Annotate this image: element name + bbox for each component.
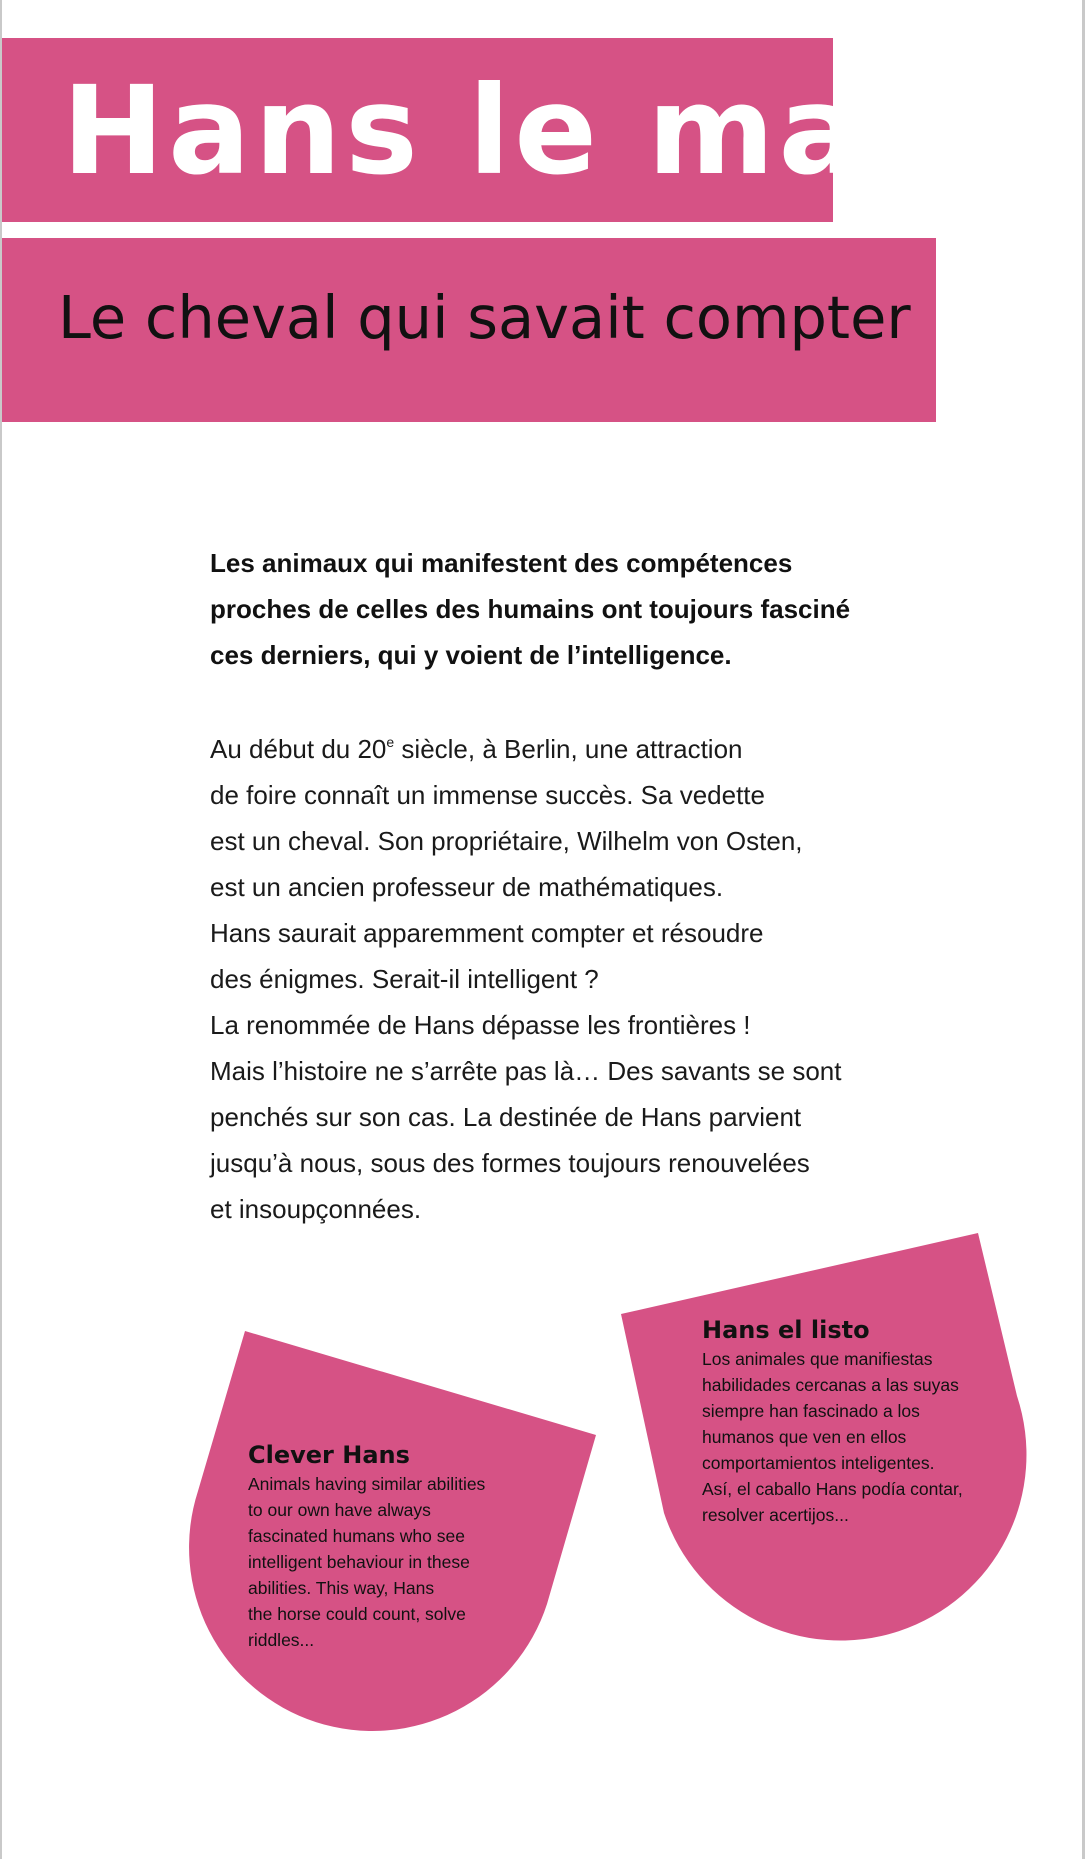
english-line: to our own have always: [248, 1500, 431, 1520]
page-subtitle: Le cheval qui savait compter: [58, 283, 911, 352]
body-line: et insoupçonnées.: [210, 1194, 422, 1224]
english-text: [248, 1471, 485, 1653]
spanish-title: Hans el listo: [702, 1316, 870, 1344]
body-line: de foire connaît un immense succès. Sa vedette: [210, 780, 765, 810]
spanish-line: habilidades cercanas a las suyas: [702, 1375, 959, 1395]
english-title: Clever Hans: [248, 1441, 410, 1469]
body-line-end: siècle, à Berlin, une attraction: [394, 734, 743, 764]
body-line: des énigmes. Serait-il intelligent ?: [210, 964, 599, 994]
body-line: est un cheval. Son propriétaire, Wilhelm von Osten,: [210, 826, 803, 856]
english-line: riddles...: [248, 1630, 315, 1650]
body-line: jusqu’à nous, sous des formes toujours renouvelées: [210, 1148, 810, 1178]
spanish-line: resolver acertijos...: [702, 1505, 849, 1525]
spanish-text: [702, 1346, 963, 1528]
body-line: La renommée de Hans dépasse les frontières !: [210, 1010, 751, 1040]
english-line: Animals having similar abilities: [248, 1474, 486, 1494]
english-line: intelligent behaviour in these: [248, 1552, 470, 1572]
lead-line: ces derniers, qui y voient de l’intelligence.: [210, 640, 732, 670]
body-line: penchés sur son cas. La destinée de Hans parvient: [210, 1102, 802, 1132]
body-line: Hans saurait apparemment compter et résoudre: [210, 918, 764, 948]
english-line: abilities. This way, Hans: [248, 1578, 435, 1598]
body-line: est un ancien professeur de mathématiques.: [210, 872, 724, 902]
spanish-line: siempre han fascinado a los: [702, 1401, 920, 1421]
english-line: the horse could count, solve: [248, 1604, 466, 1624]
spanish-line: humanos que ven en ellos: [702, 1427, 907, 1447]
lead-line: Les animaux qui manifestent des compétences: [210, 548, 793, 578]
lead-line: proches de celles des humains ont toujours fasciné: [210, 594, 851, 624]
page-title: Hans le malin: [62, 60, 1048, 202]
english-line: fascinated humans who see: [248, 1526, 465, 1546]
body-line: Mais l’histoire ne s’arrête pas là… Des savants se sont: [210, 1056, 842, 1086]
century-superscript: e: [386, 734, 395, 750]
spanish-line: Así, el caballo Hans podía contar,: [702, 1479, 963, 1499]
body-line-start: Au début du 20: [210, 734, 387, 764]
spanish-line: comportamientos inteligentes.: [702, 1453, 935, 1473]
spanish-line: Los animales que manifiestas: [702, 1349, 933, 1369]
